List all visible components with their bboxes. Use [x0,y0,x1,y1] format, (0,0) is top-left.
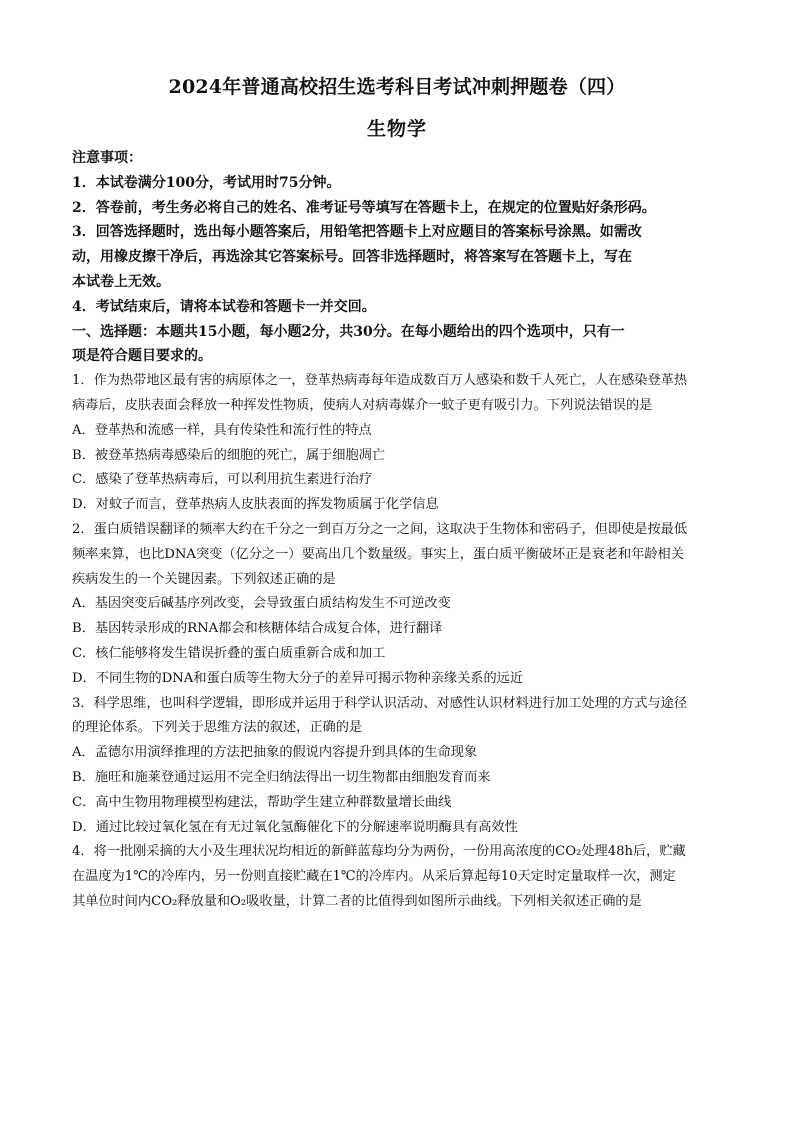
note-line: 2．答卷前，考生务必将自己的姓名、准考证号等填写在答题卡上，在规定的位置贴好条形码。 [72,199,656,216]
option-c: C．核仁能够将发生错误折叠的蛋白质重新合成和加工 [72,645,386,661]
note-line: 3．回答选择题时，选出每小题答案后，用铅笔把答题卡上对应题目的答案标号涂黑。如需改 [72,224,642,241]
question-stem-line: 在温度为1℃的冷库内，另一份则直接贮藏在1℃的冷库内。从采后算起每10天定时定量取样一次，测定 [72,869,676,885]
question-2 [72,518,724,692]
question-stem-line: 疾病发生的一个关键因素。下列叙述正确的是 [72,571,336,587]
note-line: 1．本试卷满分100分，考试用时75分钟。 [72,174,341,191]
option-b: B．被登革热病毒感染后的细胞的死亡，属于细胞凋亡 [72,447,386,463]
option-d: D．不同生物的DNA和蛋白质等生物大分子的差异可揭示物种亲缘关系的远近 [72,670,524,686]
option-a: A．孟德尔用演绎推理的方法把抽象的假说内容提升到具体的生命现象 [72,745,478,761]
note-line: 本试卷上无效。 [72,273,170,290]
question-1 [72,369,724,518]
question-stem-line: 频率来算，也比DNA突变（亿分之一）要高出几个数量级。事实上，蛋白质平衡破坏正是衰老和年龄相关 [72,546,684,562]
option-a: A．基因突变后碱基序列改变，会导致蛋白质结构发生不可逆改变 [72,596,451,612]
note-line: 4．考试结束后，请将本试卷和答题卡一并交回。 [72,298,376,315]
option-c: C．感染了登革热病毒后，可以利用抗生素进行治疗 [72,472,373,488]
exam-title: 2024年普通高校招生选考科目考试冲刺押题卷（四） [168,76,626,98]
section-heading: 一、选择题：本题共15小题，每小题2分，共30分。在每小题给出的四个选项中，只有一 [72,323,625,340]
question-stem-line: 4．将一批刚采摘的大小及生理状况均相近的新鲜蓝莓均分为两份，一份用高浓度的CO₂处理48h后，贮藏 [72,844,686,860]
question-stem-line: 1．作为热带地区最有害的病原体之一，登革热病毒每年造成数百万人感染和数千人死亡，人在感染登革热 [72,373,688,389]
option-c: C．高中生物用物理模型构建法，帮助学生建立种群数量增长曲线 [72,794,452,810]
notes-heading: 注意事项： [72,150,142,166]
option-a: A．登革热和流感一样，具有传染性和流行性的特点 [72,422,372,438]
question-stem-line: 的理论体系。下列关于思维方法的叙述，正确的是 [72,720,363,736]
question-3 [72,692,724,841]
option-d: D．对蚊子而言，登革热病人皮肤表面的挥发物质属于化学信息 [72,497,439,513]
question-stem-line: 病毒后，皮肤表面会释放一种挥发性物质，使病人对病毒媒介一蚊子更有吸引力。下列说法错误的是 [72,397,653,413]
note-line: 动，用橡皮擦干净后，再选涂其它答案标号。回答非选择题时，将答案写在答题卡上，写在 [72,249,632,266]
question-4 [72,840,724,914]
option-b: B．施旺和施莱登通过运用不完全归纳法得出一切生物都由细胞发育而来 [72,769,491,785]
question-stem-line: 其单位时间内CO₂释放量和O₂吸收量，计算二者的比值得到如图所示曲线。下列相关叙述正确的是 [72,893,642,909]
option-b: B．基因转录形成的RNA都会和核糖体结合成复合体，进行翻译 [72,621,443,637]
question-stem-line: 3．科学思维，也叫科学逻辑，即形成并运用于科学认识活动、对感性认识材料进行加工处理的方式与途径 [72,695,688,711]
section-heading: 项是符合题目要求的。 [72,348,212,365]
subject-title: 生物学 [366,118,427,140]
exam-content [72,146,724,915]
option-d: D．通过比较过氧化氢在有无过氧化氢酶催化下的分解速率说明酶具有高效性 [72,819,518,835]
question-stem-line: 2．蛋白质错误翻译的频率大约在千分之一到百万分之一之间，这取决于生物体和密码子，但即使是按最低 [72,521,688,537]
